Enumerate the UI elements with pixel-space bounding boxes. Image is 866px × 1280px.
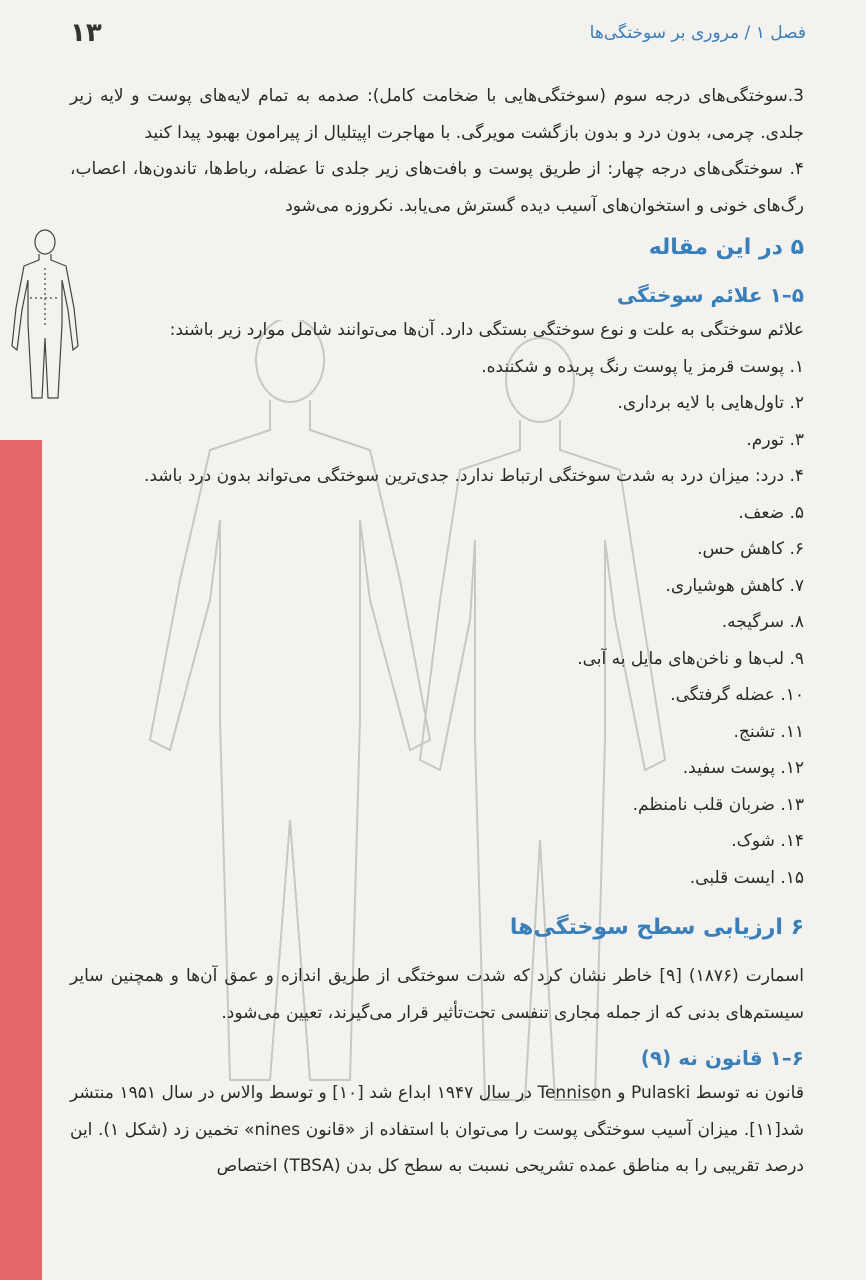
section-5-heading: ۵ در این مقاله: [648, 235, 804, 260]
red-margin-bar: [0, 440, 42, 1280]
section-6-heading: ۶ ارزیابی سطح سوختگی‌ها: [509, 915, 804, 940]
section-6-1-heading: ۶–۱ قانون نه (۹): [640, 1046, 804, 1070]
burn-degree-4-paragraph: ۴. سوختگی‌های درجه چهار: از طریق پوست و بافت‌های زیر جلدی تا عضله، رباط‌ها، تاندون‌ها، اعصاب، رگ‌های خونی و استخوان‌های آسیب دیده گسترش می‌یابد. نکروزه می‌شود: [70, 159, 804, 216]
section-6-paragraph: اسمارت (۱۸۷۶) [۹] خاطر نشان کرد که شدت سوختگی از طریق اندازه و عمق آن‌ها و همچنین سایر سیستم‌های بدنی که از جمله مجاری تنفسی تحت‌تأثیر قرار می‌گیرند، تعیین می‌شود.: [70, 966, 804, 1023]
list-item: ۱۴. شوک.: [731, 831, 804, 851]
running-head: فصل ۱ / مروری بر سوختگی‌ها: [589, 23, 806, 43]
list-item: ۲. تاول‌هایی با لایه برداری.: [617, 393, 804, 413]
section-5-1-heading: ۵–۱ علائم سوختگی: [616, 283, 804, 307]
page-header: [70, 16, 806, 50]
burn-degree-3-paragraph: 3.سوختگی‌های درجه سوم (سوختگی‌هایی با ضخامت کامل): صدمه به تمام لایه‌های پوست و لایه زیر جلدی. چرمی، بدون درد و بدون بازگشت مویرگی. با مهاجرت اپیتلیال از پیرامون بهبود پیدا کنید: [70, 86, 804, 143]
symptoms-list: [70, 349, 804, 897]
list-item: ۱. پوست قرمز یا پوست رنگ پریده و شکننده.: [481, 356, 804, 377]
list-item: ۷. کاهش هوشیاری.: [665, 575, 804, 596]
list-item: ۱۰. عضله گرفتگی.: [670, 685, 804, 705]
list-item: ۱۲. پوست سفید.: [682, 758, 804, 778]
list-item: ۶. کاهش حس.: [697, 539, 804, 559]
list-item: ۱۳. ضربان قلب نامنظم.: [632, 794, 804, 815]
list-item: ۴. درد: میزان درد به شدت سوختگی ارتباط ندارد. جدی‌ترین سوختگی می‌تواند بدون درد باشد.: [143, 466, 804, 486]
list-item: ۸. سرگیجه.: [721, 612, 804, 632]
list-item: ۳. تورم.: [746, 429, 804, 450]
list-item: ۹. لب‌ها و ناخن‌های مایل به آبی.: [577, 648, 804, 669]
list-item: ۵. ضعف.: [738, 502, 804, 523]
list-item: ۱۱. تشنج.: [733, 721, 804, 742]
symptoms-lead-text: علائم سوختگی به علت و نوع سوختگی بستگی دارد. آن‌ها می‌توانند شامل موارد زیر باشند:: [169, 320, 804, 340]
page-content: [70, 78, 804, 1185]
rule-of-nines-paragraph: قانون نه توسط Pulaski و Tennison در سال ۱۹۴۷ ابداع شد [۱۰] و توسط والاس در سال ۱۹۵۱ منتشر شد[۱۱]. میزان آسیب سوختگی پوست را می‌توان با استفاده از «قانون nines» تخمین زد (شکل ۱). این درصد تقریبی را به مناطق عمده تشریحی نسبت به سطح کل بدن (TBSA) اختصاص: [70, 1083, 804, 1176]
list-item: ۱۵. ایست قلبی.: [689, 867, 804, 888]
page-number: ۱۳: [70, 18, 102, 48]
